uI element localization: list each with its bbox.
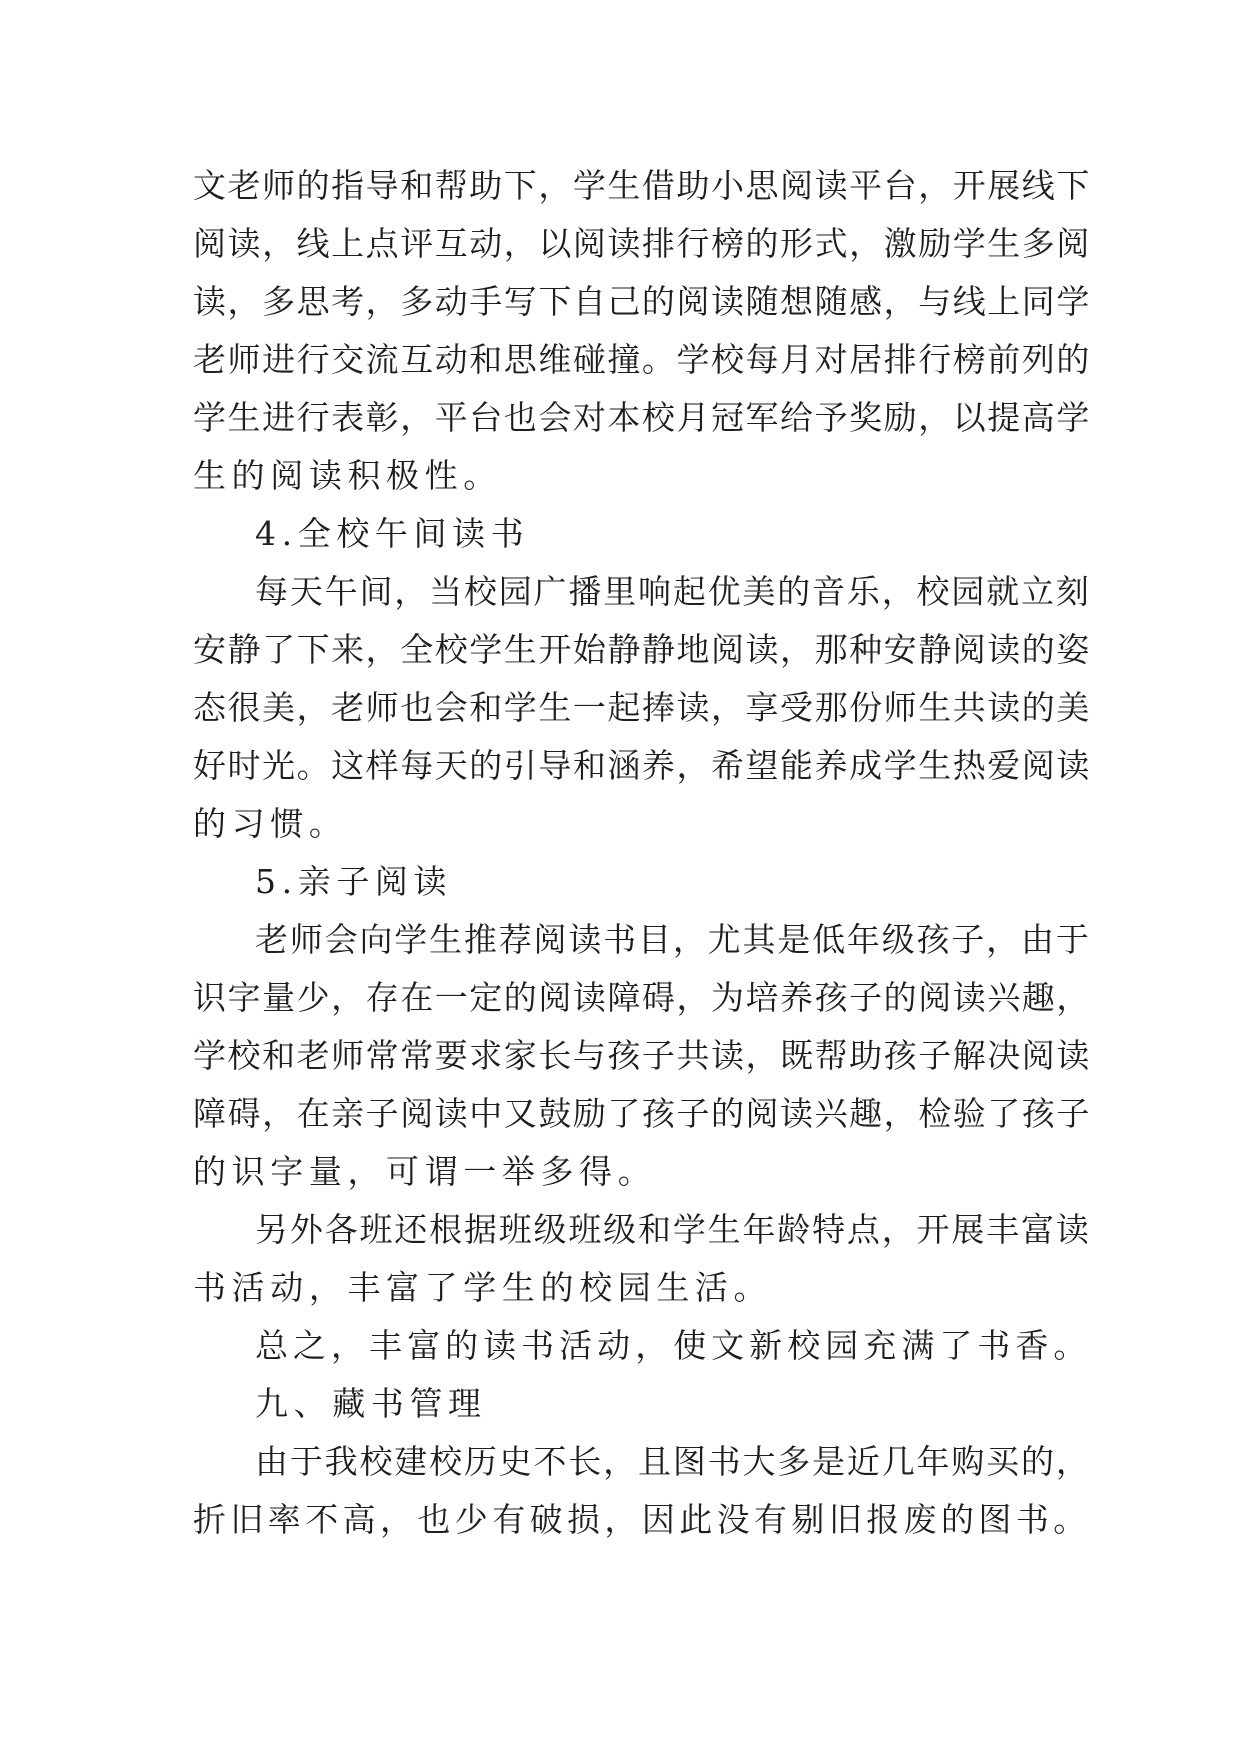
paragraph-line: 折旧率不高，也少有破损，因此没有剔旧报废的图书。 — [193, 1500, 1091, 1539]
paragraph-line: 由于我校建校历史不长，且图书大多是近几年购买的， — [255, 1442, 1091, 1481]
paragraph-line: 阅读，线上点评互动，以阅读排行榜的形式，激励学生多阅 — [193, 224, 1091, 263]
paragraph-line: 的识字量，可谓一举多得。 — [193, 1152, 657, 1191]
paragraph-line: 文老师的指导和帮助下，学生借助小思阅读平台，开展线下 — [193, 166, 1091, 205]
paragraph-line: 的习惯。 — [193, 804, 348, 843]
paragraph-line: 学校和老师常常要求家长与孩子共读，既帮助孩子解决阅读 — [193, 1036, 1091, 1075]
paragraph-line: 老师会向学生推荐阅读书目，尤其是低年级孩子，由于 — [255, 920, 1091, 959]
paragraph-line: 态很美，老师也会和学生一起捧读，享受那份师生共读的美 — [193, 688, 1091, 727]
paragraph-line: 好时光。这样每天的引导和涵养，希望能养成学生热爱阅读 — [193, 746, 1091, 785]
section-heading: 5.亲子阅读 — [255, 862, 453, 901]
paragraph-line: 障碍，在亲子阅读中又鼓励了孩子的阅读兴趣，检验了孩子 — [193, 1094, 1091, 1133]
paragraph-line: 老师进行交流互动和思维碰撞。学校每月对居排行榜前列的 — [193, 340, 1091, 379]
paragraph-line: 另外各班还根据班级班级和学生年龄特点，开展丰富读 — [255, 1210, 1091, 1249]
paragraph-line: 生的阅读积极性。 — [193, 456, 502, 495]
paragraph-line: 书活动，丰富了学生的校园生活。 — [193, 1268, 773, 1307]
paragraph-line: 安静了下来，全校学生开始静静地阅读，那种安静阅读的姿 — [193, 630, 1091, 669]
paragraph-line: 识字量少，存在一定的阅读障碍，为培养孩子的阅读兴趣， — [193, 978, 1091, 1017]
paragraph-line: 读，多思考，多动手写下自己的阅读随想随感，与线上同学 — [193, 282, 1091, 321]
paragraph-line: 每天午间，当校园广播里响起优美的音乐，校园就立刻 — [255, 572, 1091, 611]
paragraph-line: 学生进行表彰，平台也会对本校月冠军给予奖励，以提高学 — [193, 398, 1091, 437]
section-heading: 4.全校午间读书 — [255, 514, 530, 553]
paragraph-line: 总之，丰富的读书活动，使文新校园充满了书香。 — [255, 1326, 1092, 1365]
section-heading: 九、藏书管理 — [255, 1384, 487, 1423]
